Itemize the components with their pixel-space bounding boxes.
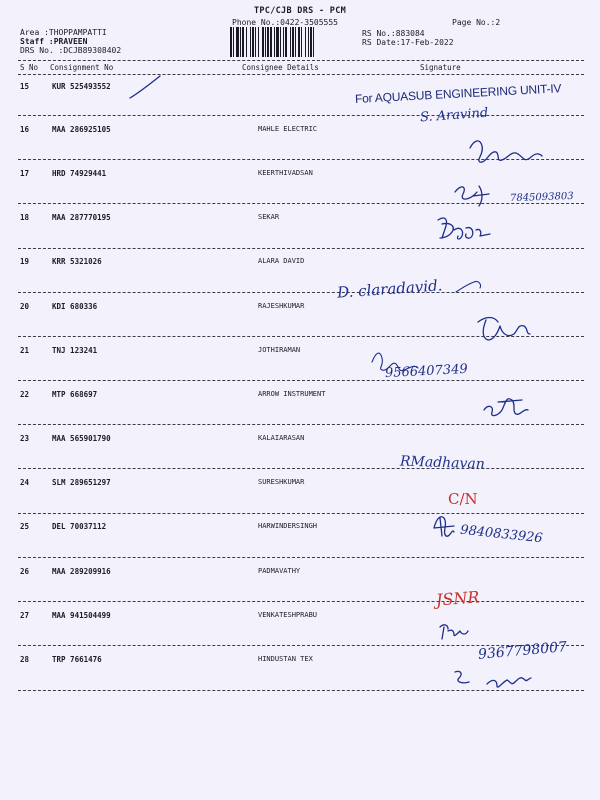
row-consignment: KRR 5321026 [52,257,102,266]
row-consignee: JOTHIRAMAN [258,346,301,354]
barcode-bar [242,27,244,57]
row-sno: 24 [20,478,30,487]
divider [18,292,584,293]
divider [18,557,584,558]
divider [18,336,584,337]
handwritten-mark: C/N [448,490,478,508]
row-consignee: ARROW INSTRUMENT [258,390,326,398]
handwritten-signature: D. claradavid. [336,276,443,302]
barcode-bar [298,27,300,57]
column-header-signature: Signature [420,63,461,72]
barcode-bar [236,27,239,57]
row-consignee: MAHLE ELECTRIC [258,125,318,133]
row-consignment: MAA 286925105 [52,125,111,134]
row-consignment: DEL 70037112 [52,522,107,531]
row-consignee: RAJESHKUMAR [258,302,305,310]
divider [18,115,584,116]
row-sno: 18 [20,213,30,222]
barcode-bar [230,27,232,57]
row-consignment: MAA 941504499 [52,611,111,620]
row-consignee: SEKAR [258,213,280,221]
rs-number: RS No.:883084 [362,29,425,38]
barcode [230,27,354,57]
row-consignment: HRD 74929441 [52,169,107,178]
barcode-bar [285,27,287,57]
handwritten-mark: JSNR [435,587,481,610]
barcode-bar [295,27,296,57]
area-label: Area :THOPPAMPATTI [20,28,107,37]
row-consignment: SLM 289651297 [52,478,111,487]
flourish-19 [456,281,481,292]
table-row [0,478,600,490]
table-row [0,390,600,402]
row-sno: 28 [20,655,30,664]
barcode-bar [283,27,284,57]
divider [18,203,584,204]
row-sno: 21 [20,346,30,355]
staff-label: Staff :PRAVEEN [20,37,88,46]
signature-scribble-27 [440,625,468,639]
table-row [0,213,600,225]
divider [18,513,584,514]
divider [18,248,584,249]
table-row [0,257,600,269]
company-stamp: For AQUASUB ENGINEERING UNIT-IV [354,81,562,106]
row-sno: 15 [20,82,30,91]
row-consignee: ALARA DAVID [258,257,305,265]
barcode-bar [301,27,302,57]
divider [18,690,584,691]
barcode-bar [276,27,279,57]
row-sno: 27 [20,611,30,620]
handwritten-phone: 9566407349 [384,361,469,382]
row-sno: 16 [20,125,30,134]
row-sno: 17 [20,169,30,178]
divider [18,74,584,75]
barcode-bar [280,27,281,57]
table-row [0,302,600,314]
table-row [0,169,600,181]
rs-date: RS Date:17-Feb-2022 [362,38,454,47]
signature-scribble-28 [455,671,531,687]
drs-number: DRS No. :DCJB89308402 [20,46,122,55]
row-consignment: MAA 287770195 [52,213,111,222]
phone-number: Phone No.:0422-3505555 [232,18,338,27]
row-consignment: KDI 680336 [52,302,98,311]
barcode-bar [310,27,312,57]
row-sno: 19 [20,257,30,266]
handwritten-phone: 9840833926 [459,522,544,547]
table-row [0,346,600,358]
row-sno: 25 [20,522,30,531]
row-consignee: HARWINDERSINGH [258,522,318,530]
divider [18,159,584,160]
divider [18,601,584,602]
column-header-consignment: Consignment No [50,63,114,72]
table-row [0,611,600,623]
handwritten-signature: RMadhavan [399,453,486,473]
barcode-bar [265,27,266,57]
divider [18,424,584,425]
sheet-title: TPC/CJB DRS - PCM [253,6,347,16]
row-consignment: MAA 565901790 [52,434,111,443]
barcode-bar [258,27,259,57]
divider [18,380,584,381]
handwritten-signature: S. Aravind [419,105,489,126]
barcode-bar [270,27,272,57]
row-consignment: MTP 668697 [52,390,98,399]
table-row [0,125,600,137]
barcode-bar [308,27,309,57]
column-header-details: Consignee Details [242,63,319,72]
barcode-bar [290,27,291,57]
divider [18,60,584,61]
row-consignee: SURESHKUMAR [258,478,305,486]
row-consignee: HINDUSTAN TEX [258,655,313,663]
row-consignee: VENKATESHPRABU [258,611,318,619]
barcode-bar [255,27,256,57]
row-sno: 22 [20,390,30,399]
barcode-bar [240,27,241,57]
row-sno: 20 [20,302,30,311]
handwritten-phone: 9367798007 [477,639,568,663]
barcode-bar [252,27,254,57]
handwritten-phone: 7845093803 [509,190,574,205]
page-number: Page No.:2 [452,18,501,27]
row-sno: 23 [20,434,30,443]
table-row [0,434,600,446]
row-consignment: MAA 289209916 [52,567,111,576]
table-row [0,567,600,579]
barcode-bar [313,27,314,57]
row-consignment: TNJ 123241 [52,346,98,355]
column-header-sno: S No [20,63,39,72]
row-sno: 26 [20,567,30,576]
row-consignee: KALAIARASAN [258,434,305,442]
barcode-bar [233,27,234,57]
row-consignee: PADMAVATHY [258,567,301,575]
barcode-bar [274,27,275,57]
row-consignee: KEERTHIVADSAN [258,169,313,177]
barcode-bar [262,27,264,57]
divider [18,468,584,469]
barcode-bar [305,27,306,57]
barcode-bar [246,27,247,57]
row-consignment: TRP 7661476 [52,655,102,664]
barcode-bar [292,27,294,57]
row-consignment: KUR 525493552 [52,82,111,91]
barcode-bar [267,27,269,57]
barcode-bar [250,27,251,57]
